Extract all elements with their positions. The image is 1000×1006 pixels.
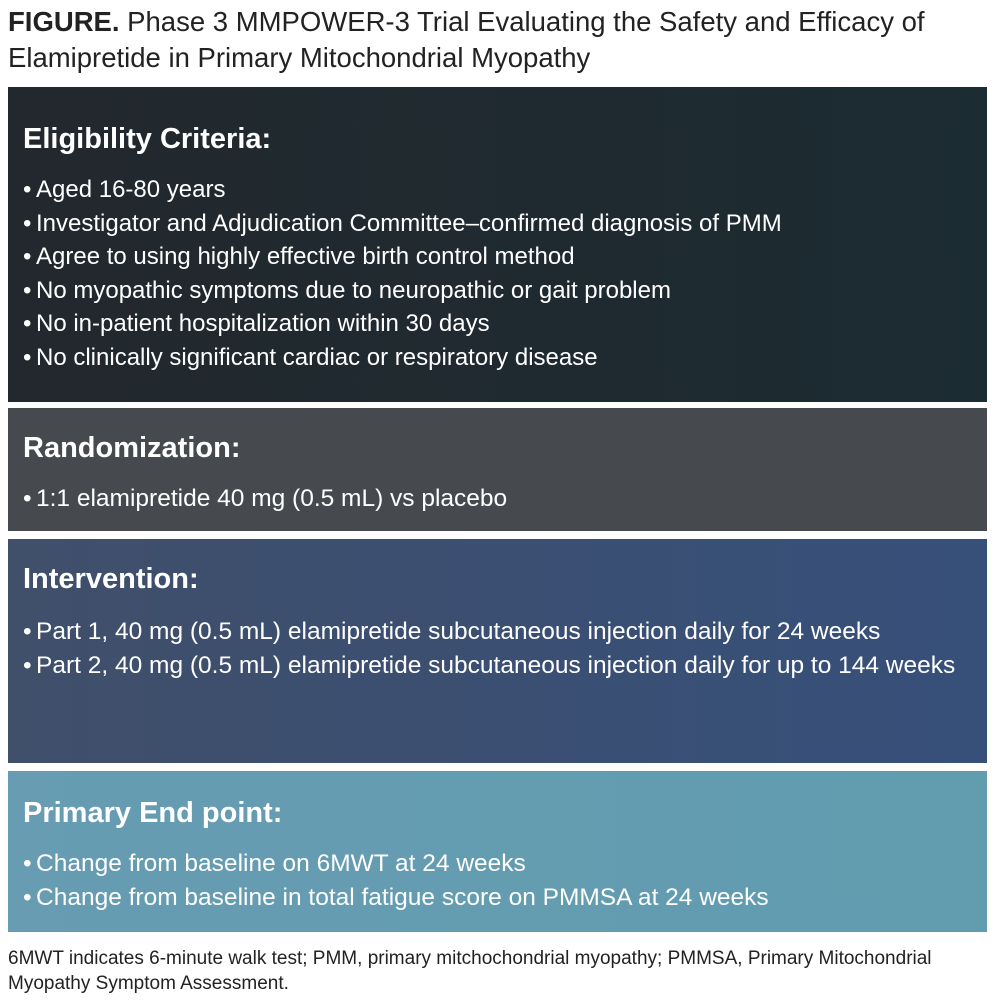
eligibility-criteria-heading: Eligibility Criteria: (23, 123, 272, 155)
eligibility-criteria-list (23, 173, 967, 374)
list-item-text: Part 2, 40 mg (0.5 mL) elamipretide subcutaneous injection daily for up to 144 weeks (36, 651, 956, 679)
bullet-icon: • (23, 485, 32, 512)
list-item (23, 482, 967, 516)
figure-title (8, 4, 992, 76)
list-item-text: Change from baseline in total fatigue score on PMMSA at 24 weeks (36, 883, 769, 911)
footnote: 6MWT indicates 6-minute walk test; PMM, primary mitchochondrial myopathy; PMMSA, Primary Mitochondrial Myopathy Symptom Assessment. (8, 948, 932, 994)
primary-endpoint-list (23, 847, 967, 914)
intervention-list (23, 615, 967, 682)
randomization-heading: Randomization: (23, 432, 241, 464)
list-item-text: No clinically significant cardiac or respiratory disease (36, 343, 598, 371)
bullet-icon: • (23, 243, 32, 270)
randomization-panel (8, 408, 987, 531)
list-item (23, 173, 967, 207)
bullet-icon: • (23, 883, 32, 911)
list-item-text: Aged 16-80 years (36, 176, 226, 203)
bullet-icon: • (23, 651, 32, 679)
bullet-icon: • (23, 343, 32, 371)
bullet-icon: • (23, 618, 32, 645)
bullet-icon: • (23, 209, 32, 237)
eligibility-criteria-panel (8, 87, 987, 402)
intervention-panel (8, 539, 987, 763)
list-item (23, 240, 967, 274)
figure-label: FIGURE. (8, 6, 120, 37)
bullet-icon: • (23, 276, 32, 304)
list-item (23, 615, 967, 649)
randomization-list (23, 482, 967, 516)
list-item-text: 1:1 elamipretide 40 mg (0.5 mL) vs placebo (36, 485, 508, 512)
list-item (23, 341, 967, 375)
list-item-text: Agree to using highly effective birth control method (36, 243, 575, 270)
intervention-heading: Intervention: (23, 563, 199, 595)
bullet-icon: • (23, 850, 32, 877)
list-item (23, 649, 967, 683)
list-item (23, 207, 967, 241)
figure-title-text: Phase 3 MMPOWER-3 Trial Evaluating the Safety and Efficacy of Elamipretide in Primary Mitochondrial Myopathy (8, 6, 925, 73)
list-item-text: Investigator and Adjudication Committee–confirmed diagnosis of PMM (36, 209, 782, 237)
bullet-icon: • (23, 176, 32, 203)
list-item-text: Change from baseline on 6MWT at 24 weeks (36, 850, 526, 877)
list-item-text: No myopathic symptoms due to neuropathic or gait problem (36, 276, 671, 304)
primary-endpoint-panel (8, 771, 987, 932)
list-item (23, 847, 967, 881)
list-item-text: Part 1, 40 mg (0.5 mL) elamipretide subcutaneous injection daily for 24 weeks (36, 618, 881, 645)
primary-endpoint-heading: Primary End point: (23, 797, 283, 829)
list-item (23, 274, 967, 308)
list-item-text: No in-patient hospitalization within 30 days (36, 310, 490, 337)
list-item (23, 307, 967, 341)
list-item (23, 881, 967, 915)
bullet-icon: • (23, 310, 32, 337)
